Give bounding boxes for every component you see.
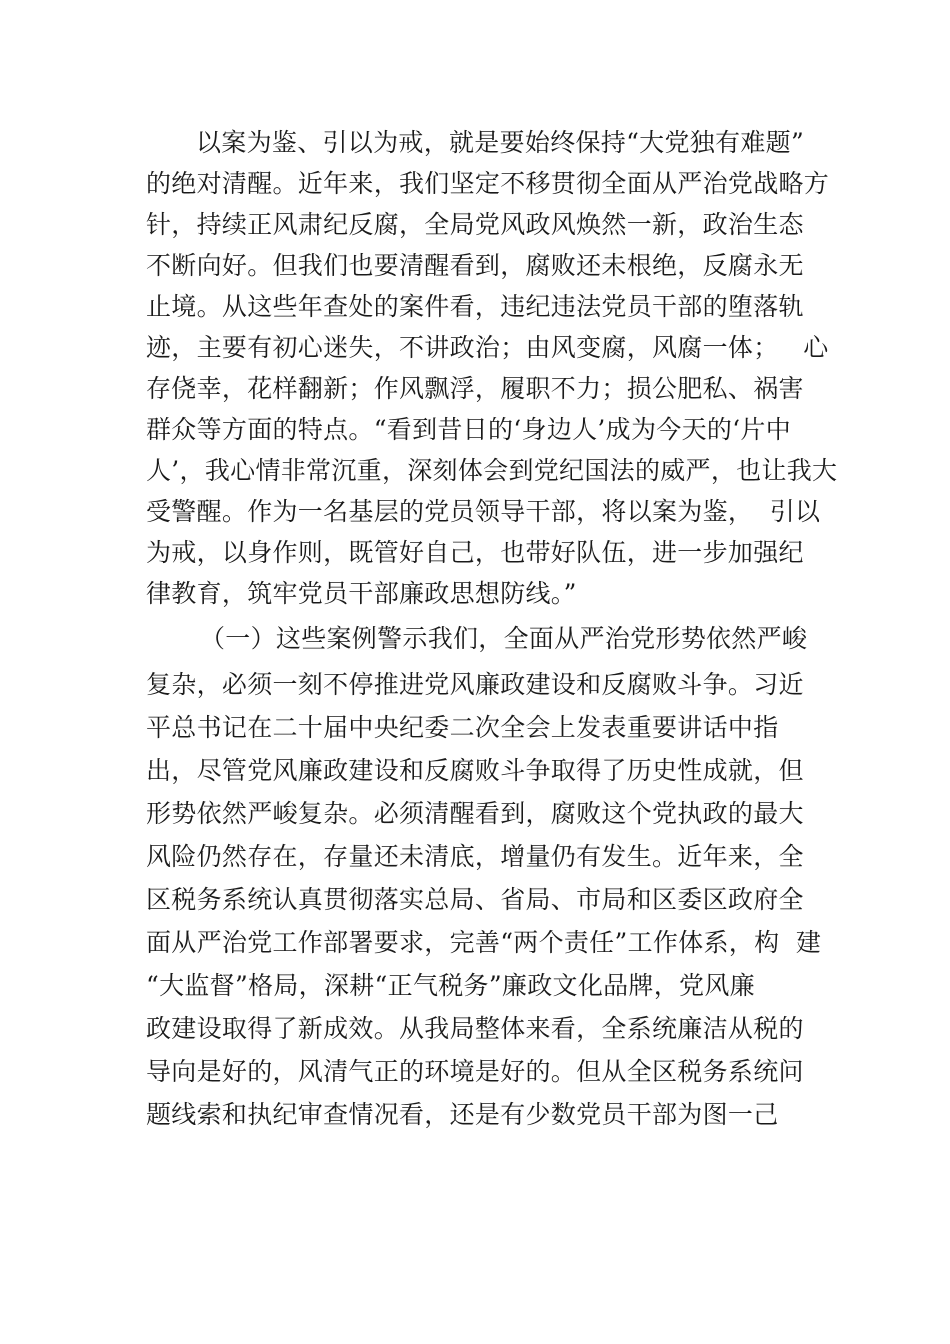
paragraph-line: 以案为鉴、引以为戒，就是要始终保持“大党独有难题” (196, 128, 805, 157)
paragraph-line: 不断向好。但我们也要清醒看到，腐败还未根绝，反腐永无 (146, 251, 804, 280)
paragraph-line: 存侥幸，花样翻新；作风飘浮，履职不力；损公肥私、祸害 (146, 374, 804, 403)
paragraph-line: 人’，我心情非常沉重，深刻体会到党纪国法的威严，也让我大 (146, 456, 838, 485)
paragraph-line: 政建设取得了新成效。从我局整体来看，全系统廉洁从税的 (146, 1014, 804, 1043)
paragraph-line: 风险仍然存在，存量还未清底，增量仍有发生。近年来，全 (146, 842, 804, 871)
paragraph-line: 区税务系统认真贯彻落实总局、省局、市局和区委区政府全 (146, 885, 804, 914)
paragraph-line: （一）这些案例警示我们，全面从严治党形势依然严峻 (200, 624, 808, 653)
paragraph-line: 群众等方面的特点。“看到昔日的‘身边人’成为今天的‘片中 (146, 415, 792, 444)
paragraph-line: 律教育，筑牢党员干部廉政思想防线。” (146, 579, 577, 608)
paragraph-line: 面从严治党工作部署要求，完善“两个责任”工作体系，构 建 (146, 928, 822, 957)
paragraph-line: “大监督”格局，深耕“正气税务”廉政文化品牌，党风廉 (146, 971, 755, 1000)
paragraph-line: 复杂，必须一刻不停推进党风廉政建设和反腐败斗争。习近 (146, 670, 804, 699)
paragraph-line: 为戒，以身作则，既管好自己，也带好队伍，进一步加强纪 (146, 538, 804, 567)
paragraph-line: 迹，主要有初心迷失，不讲政治；由风变腐，风腐一体； 心 (146, 333, 829, 362)
paragraph-line: 导向是好的，风清气正的环境是好的。但从全区税务系统问 (146, 1057, 804, 1086)
paragraph-line: 受警醒。作为一名基层的党员领导干部，将以案为鉴， 引以 (146, 497, 821, 526)
paragraph-line: 平总书记在二十届中央纪委二次全会上发表重要讲话中指 (146, 713, 779, 742)
paragraph-line: 题线索和执纪审查情况看，还是有少数党员干部为图一己 (146, 1100, 779, 1129)
paragraph-line: 形势依然严峻复杂。必须清醒看到，腐败这个党执政的最大 (146, 799, 804, 828)
paragraph-line: 出，尽管党风廉政建设和反腐败斗争取得了历史性成就，但 (146, 756, 804, 785)
paragraph-line: 的绝对清醒。近年来，我们坚定不移贯彻全面从严治党战略方 (146, 169, 830, 198)
paragraph-line: 针，持续正风肃纪反腐，全局党风政风焕然一新，政治生态 (146, 210, 804, 239)
paragraph-line: 止境。从这些年查处的案件看，违纪违法党员干部的堕落轨 (146, 292, 804, 321)
